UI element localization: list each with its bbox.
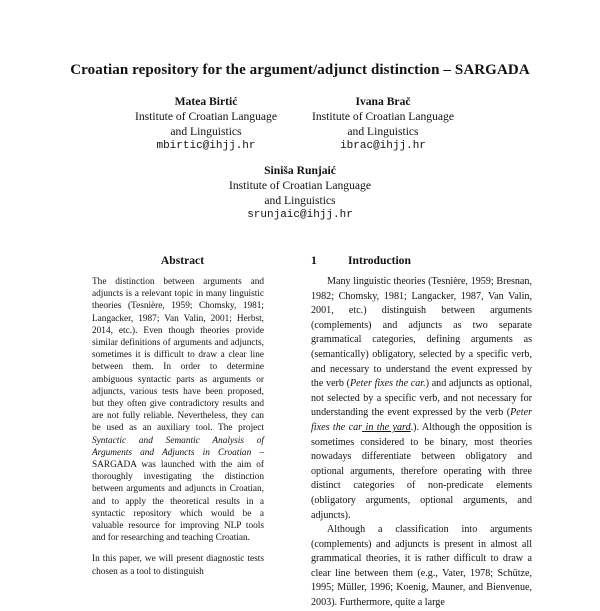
author-affiliation: Institute of Croatian Language xyxy=(135,110,277,123)
abstract-body xyxy=(92,276,264,578)
intro-paragraph: Many linguistic theories (Tesnière, 1959; Bresnan, 1982; Chomsky, 1981; Langacker, 1987, Van Valin, 2001, etc.) distinguish between arguments (complements) and adjuncts as two separate grammatical categories, defining arguments as (semantically) obligatory, selected by a specific verb, and necessary to understand the event expressed by the verb (Peter fixes the car.) and adjuncts as optional, not selected by a specific verb, and not necessary for understanding the event expressed by the verb (Peter fixes the car in the yard.). Although the opposition is sometimes considered to be binary, most theories nowadays differentiate between obligatory and optional arguments, therefore operating with three distinct categories of non-predicate elements (obligatory arguments, optional arguments, and adjuncts). xyxy=(311,276,532,521)
example-sentence: Peter fixes the car. xyxy=(350,378,426,390)
section-number: 1 xyxy=(311,254,317,267)
author-name: Ivana Brač xyxy=(355,95,411,108)
author-affiliation: Institute of Croatian Language xyxy=(312,110,454,123)
abstract-paragraph: The distinction between arguments and adjuncts is a relevant topic in many linguistic theories (Tesnière, 1959; Chomsky, 1981; Langacker, 1987; Van Valin, 2001; Herbst, 2014, etc.). Even though theories provide similar definitions of arguments and adjuncts, sometimes it is difficult to draw a clear line between them. In order to determine ambiguous syntactic parts as arguments or adjuncts, various tests have been proposed, but they often give contradictory results and are not fully reliable. Nevertheless, they can be used as an auxiliary tool. The project Syntactic and Semantic Analysis of Arguments and Adjuncts in Croatian – SARGADA was launched with the aim of thoroughly investigating the distinction between arguments and adjuncts in Croatian, and to apply the theoretical results in a syntactic repository which would be a valuable resource for improving NLP tools and for researching and teaching Croatian. xyxy=(92,277,264,544)
project-title: Syntactic and Semantic Analysis of Arguments and Adjuncts in Croatian xyxy=(92,435,264,458)
author-affiliation: and Linguistics xyxy=(170,125,242,138)
paper-title: Croatian repository for the argument/adjunct distinction – SARGADA xyxy=(70,62,530,78)
author-email: ibrac@ihjj.hr xyxy=(340,140,426,152)
introduction-body xyxy=(311,275,532,611)
author-affiliation: and Linguistics xyxy=(264,194,336,207)
abstract-paragraph: In this paper, we will present diagnostic tests chosen as a tool to distinguish xyxy=(92,554,264,577)
example-sentence: Peter fixes the car xyxy=(311,407,532,433)
section-heading: Introduction xyxy=(348,254,411,267)
author-block xyxy=(128,94,284,154)
author-name: Siniša Runjaić xyxy=(264,164,336,177)
author-block xyxy=(210,163,390,223)
author-block xyxy=(302,94,464,154)
author-email: mbirtic@ihjj.hr xyxy=(156,140,256,152)
abstract-heading: Abstract xyxy=(160,254,205,267)
author-affiliation: and Linguistics xyxy=(347,125,419,138)
author-affiliation: Institute of Croatian Language xyxy=(229,179,371,192)
example-underlined: in the yard xyxy=(362,421,411,433)
author-name: Matea Birtić xyxy=(174,95,238,108)
intro-paragraph: Although a classification into arguments (complements) and adjuncts is present in almost all grammatical theories, it is rather difficult to draw a clear line between them (e.g., Vater, 1978; Schütze, 1995; Müller, 1996; Koenig, Mauner, and Bienvenue, 2003). Furthermore, quite a large xyxy=(311,524,532,609)
author-email: srunjaic@ihjj.hr xyxy=(247,209,353,221)
